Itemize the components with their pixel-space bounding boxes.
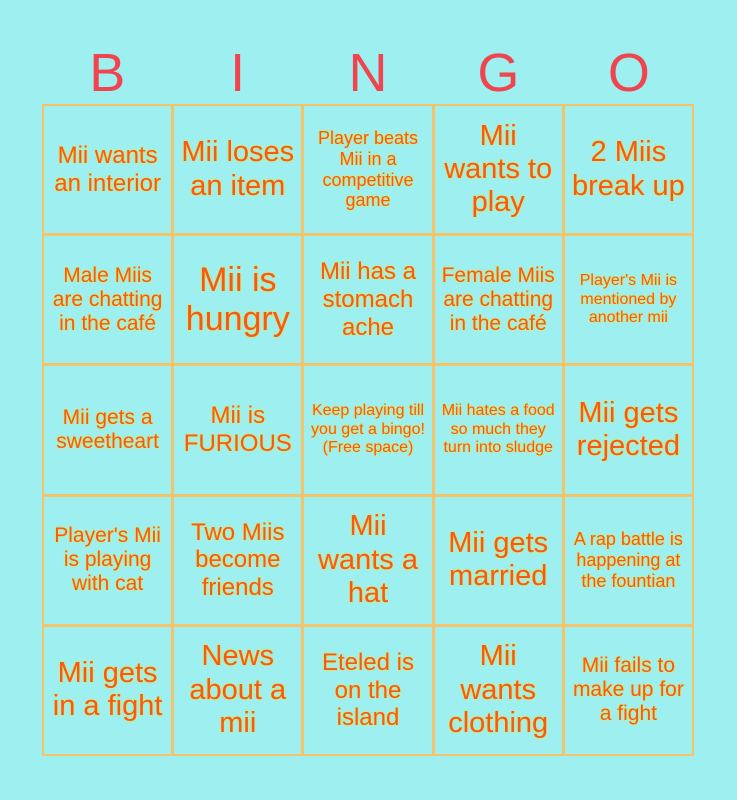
bingo-cell[interactable]: Player's Mii is mentioned by another mii xyxy=(565,236,692,363)
bingo-cell[interactable]: Mii gets a sweetheart xyxy=(44,366,171,493)
bingo-cell[interactable]: Mii wants clothing xyxy=(435,627,562,754)
bingo-cell[interactable]: Mii wants to play xyxy=(435,106,562,233)
bingo-cell[interactable]: Mii wants an interior xyxy=(44,106,171,233)
bingo-cell[interactable]: News about a mii xyxy=(174,627,301,754)
bingo-cell[interactable]: Mii fails to make up for a fight xyxy=(565,627,692,754)
bingo-cell[interactable]: Mii gets in a fight xyxy=(44,627,171,754)
bingo-cell[interactable]: Mii gets rejected xyxy=(565,366,692,493)
bingo-cell[interactable]: Two Miis become friends xyxy=(174,497,301,624)
header-letter-n: N xyxy=(348,43,388,103)
bingo-cell[interactable]: Mii hates a food so much they turn into sludge xyxy=(435,366,562,493)
bingo-cell[interactable]: Mii wants a hat xyxy=(304,497,431,624)
bingo-cell[interactable]: A rap battle is happening at the fountian xyxy=(565,497,692,624)
bingo-header xyxy=(42,42,694,104)
header-letter-o: O xyxy=(607,43,650,103)
bingo-cell[interactable]: Mii loses an item xyxy=(174,106,301,233)
bingo-cell[interactable]: Player's Mii is playing with cat xyxy=(44,497,171,624)
bingo-cell[interactable]: 2 Miis break up xyxy=(565,106,692,233)
bingo-cell[interactable]: Mii is FURIOUS xyxy=(174,366,301,493)
free-space-cell[interactable]: Keep playing till you get a bingo! (Free space) xyxy=(304,366,431,493)
bingo-board xyxy=(42,104,694,756)
bingo-cell[interactable]: Mii is hungry xyxy=(174,236,301,363)
header-letter-g: G xyxy=(477,43,520,103)
header-letter-i: I xyxy=(230,43,246,103)
header-letter-b: B xyxy=(89,43,126,103)
bingo-cell[interactable]: Player beats Mii in a competitive game xyxy=(304,106,431,233)
bingo-cell[interactable]: Eteled is on the island xyxy=(304,627,431,754)
bingo-cell[interactable]: Female Miis are chatting in the café xyxy=(435,236,562,363)
bingo-cell[interactable]: Mii has a stomach ache xyxy=(304,236,431,363)
bingo-cell[interactable]: Male Miis are chatting in the café xyxy=(44,236,171,363)
bingo-cell[interactable]: Mii gets married xyxy=(435,497,562,624)
